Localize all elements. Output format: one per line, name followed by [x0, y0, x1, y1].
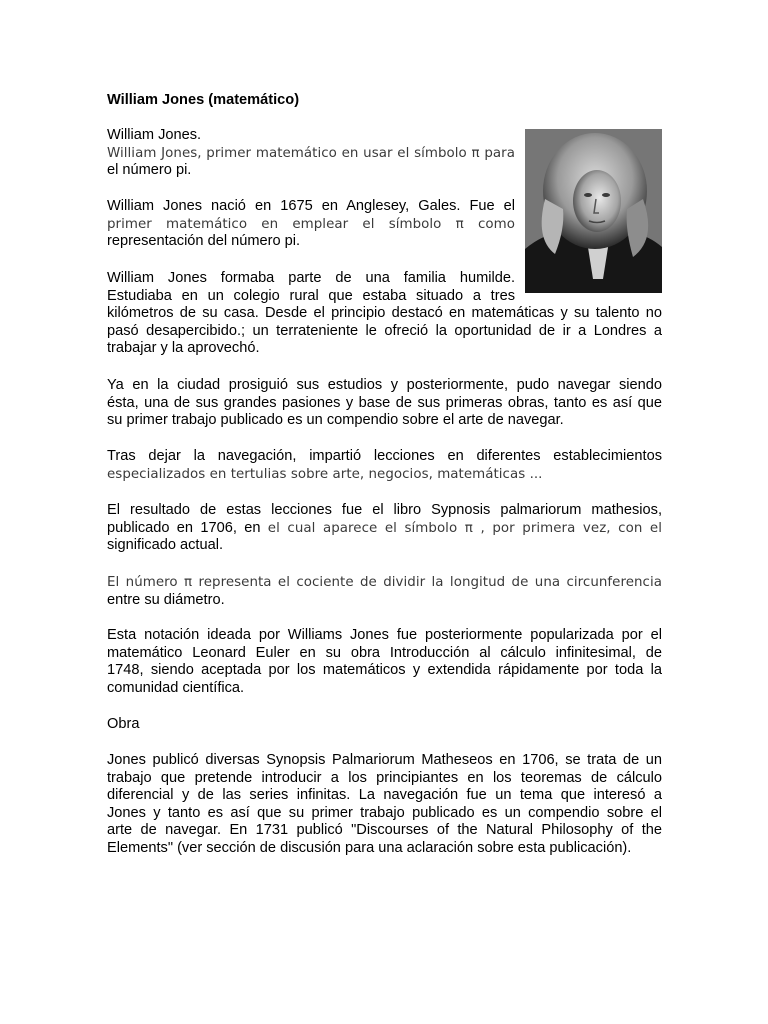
text-line: Tras dejar la navegación, impartió lecciones en diferentes establecimientos [107, 448, 662, 464]
heading-text: Obra [107, 716, 140, 732]
text-line: primer matemático en emplear el símbolo π como [107, 216, 515, 232]
text-line: trabajo que pretende introducir a los principiantes en los teoremas de cálculo [107, 769, 662, 786]
text-line: El resultado de estas lecciones fue el libro Sypnosis palmariorum mathesios, [107, 502, 662, 518]
paragraph-pi-definition [107, 574, 662, 609]
text-line: representación del número pi. [107, 233, 301, 250]
text-line: pasó desapercibido.; un terrateniente le ofreció la oportunidad de ir a Londres a [107, 322, 662, 339]
intro-line: William Jones, primer matemático en usar el símbolo π para [107, 145, 515, 161]
text-line: Ya en la ciudad prosiguió sus estudios y posteriormente, pudo navegar siendo [107, 377, 662, 393]
text-line: entre su diámetro. [107, 591, 225, 608]
text-line: Estudiaba en un colegio rural que estaba situado a tres [107, 287, 515, 304]
paragraph-lessons [107, 448, 662, 483]
text-segment: publicado en 1706, en [107, 519, 268, 536]
text-segment: el cual aparece el símbolo π , por primera vez, con el [267, 520, 662, 536]
text-line: Jones y tanto es así que su primer trabajo publicado es un compendio sobre el [107, 804, 662, 821]
paragraph-work [107, 752, 662, 858]
paragraph-city [107, 377, 662, 430]
text-line: ésta, una de sus grandes pasiones y base de sus primeras obras, tanto es así que [107, 394, 662, 411]
text-line: 1748, siendo aceptada por los matemáticos y extendida rápidamente por toda la [107, 662, 662, 679]
text-line: su primer trabajo publicado es un compendio sobre el arte de navegar. [107, 412, 564, 429]
text-line: Elements" (ver sección de discusión para una aclaración sobre esta publicación). [107, 839, 632, 856]
text-line [107, 520, 662, 538]
paragraph-birth [107, 198, 515, 251]
text-line: comunidad científica. [107, 679, 245, 696]
text-line: arte de navegar. En 1731 publicó "Discourses of the Natural Philosophy of the [107, 822, 662, 839]
portrait-image [525, 129, 662, 293]
text-line: diferencial y de las series infinitas. La navegación fue un tema que interesó a [107, 787, 662, 804]
paragraph-family [107, 270, 662, 358]
intro-line: William Jones. [107, 127, 202, 143]
document-title: William Jones (matemático) [107, 92, 300, 108]
intro-line: el número pi. [107, 162, 192, 179]
paragraph-book [107, 502, 662, 555]
text-line: Esta notación ideada por Williams Jones fue posteriormente popularizada por el [107, 627, 662, 643]
text-line: Jones publicó diversas Synopsis Palmariorum Matheseos en 1706, se trata de un [107, 752, 662, 768]
intro-paragraph [107, 127, 515, 180]
text-line: especializados en tertulias sobre arte, negocios, matemáticas ... [107, 466, 543, 482]
text-line: El número π representa el cociente de dividir la longitud de una circunferencia [107, 575, 662, 590]
paragraph-euler [107, 627, 662, 697]
text-line: William Jones formaba parte de una familia humilde. [107, 270, 515, 286]
section-heading-obra [107, 716, 662, 734]
text-line: William Jones nació en 1675 en Anglesey, Gales. Fue el [107, 198, 515, 214]
text-line: matemático Leonard Euler en su obra Introducción al cálculo infinitesimal, de [107, 644, 662, 661]
text-line: trabajar y la aprovechó. [107, 340, 260, 357]
text-line: significado actual. [107, 537, 224, 554]
text-line: kilómetros de su casa. Desde el principio destacó en matemáticas y su talento no [107, 305, 662, 322]
